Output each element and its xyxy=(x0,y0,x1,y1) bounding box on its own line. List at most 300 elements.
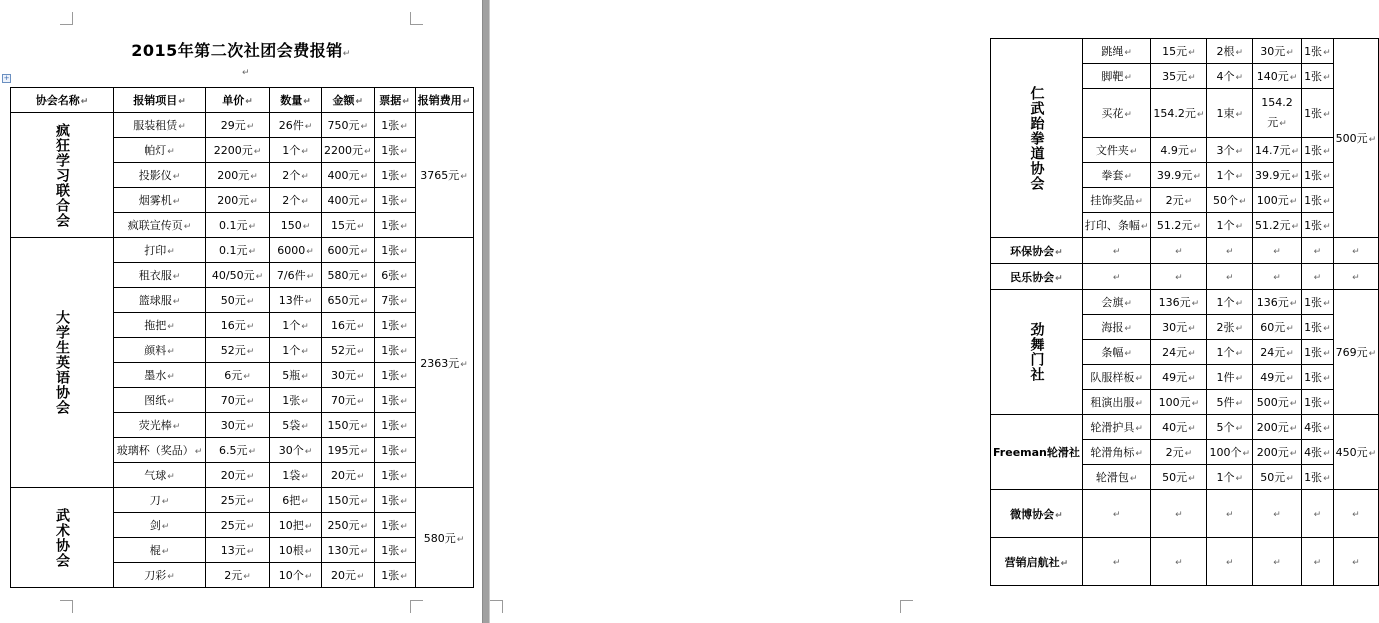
qty-cell[interactable] xyxy=(270,238,322,263)
amount-cell[interactable] xyxy=(1253,390,1302,415)
cell-end-mark: ↵ xyxy=(303,97,311,107)
qty-cell[interactable] xyxy=(270,363,322,388)
qty-cell[interactable] xyxy=(270,263,322,288)
item-cell[interactable] xyxy=(114,188,206,213)
receipt-cell[interactable] xyxy=(374,213,415,238)
amount-cell[interactable] xyxy=(1253,163,1302,188)
receipt-cell[interactable] xyxy=(1302,89,1334,138)
item-cell[interactable] xyxy=(1082,89,1151,138)
item-cell-text: 轮滑护具 xyxy=(1090,421,1135,434)
total-cell[interactable] xyxy=(415,113,473,238)
price-cell[interactable] xyxy=(1151,365,1207,390)
item-cell[interactable] xyxy=(114,563,206,588)
club-name-cell[interactable] xyxy=(991,290,1083,415)
cell-end-mark: ↵ xyxy=(304,122,313,132)
qty-cell[interactable] xyxy=(1207,163,1253,188)
receipt-cell[interactable] xyxy=(1302,365,1334,390)
cell-end-mark: ↵ xyxy=(1175,247,1183,257)
receipt-cell-text: 1张 xyxy=(381,569,400,582)
price-cell[interactable] xyxy=(1151,138,1207,163)
table-move-handle-icon[interactable]: + xyxy=(3,74,10,82)
receipt-cell[interactable] xyxy=(1302,39,1334,64)
item-cell[interactable] xyxy=(1082,64,1151,89)
header-item[interactable] xyxy=(114,88,206,113)
receipt-cell[interactable] xyxy=(1302,315,1334,340)
cell-end-mark: ↵ xyxy=(1135,374,1143,384)
qty-cell[interactable] xyxy=(270,188,322,213)
qty-cell-text: 5袋 xyxy=(282,419,301,432)
empty-cell[interactable] xyxy=(1302,238,1334,264)
empty-cell[interactable] xyxy=(1207,490,1253,538)
club-name-cell[interactable] xyxy=(11,238,114,488)
qty-cell-text: 10个 xyxy=(278,569,304,582)
item-cell[interactable] xyxy=(114,338,206,363)
header-receipt-text: 票据 xyxy=(379,94,402,107)
cell-end-mark: ↵ xyxy=(400,572,408,582)
price-cell-text: 2元 xyxy=(1165,446,1184,459)
amount-cell[interactable] xyxy=(322,488,375,513)
price-cell[interactable] xyxy=(206,488,270,513)
item-cell[interactable] xyxy=(114,113,206,138)
item-cell[interactable] xyxy=(114,163,206,188)
receipt-cell-text: 1张 xyxy=(1304,396,1323,409)
qty-cell[interactable] xyxy=(270,113,322,138)
price-cell[interactable] xyxy=(206,238,270,263)
header-club[interactable] xyxy=(11,88,114,113)
item-cell[interactable] xyxy=(1082,340,1151,365)
amount-cell[interactable] xyxy=(322,313,375,338)
amount-unit-text: 元 xyxy=(1267,115,1279,129)
qty-cell[interactable] xyxy=(270,538,322,563)
total-cell[interactable] xyxy=(1333,39,1379,238)
empty-cell[interactable] xyxy=(1333,238,1379,264)
item-cell-text: 轮滑角标 xyxy=(1090,446,1135,459)
club-name-cell[interactable] xyxy=(991,264,1083,290)
cell-end-mark: ↵ xyxy=(250,172,258,182)
qty-cell[interactable] xyxy=(270,463,322,488)
price-cell[interactable] xyxy=(1151,188,1207,213)
amount-cell-unit xyxy=(1255,113,1299,134)
item-cell[interactable] xyxy=(114,538,206,563)
item-cell[interactable] xyxy=(1082,465,1151,490)
item-cell[interactable] xyxy=(114,263,206,288)
receipt-cell-text: 1张 xyxy=(381,244,400,257)
price-cell[interactable] xyxy=(1151,315,1207,340)
price-cell[interactable] xyxy=(206,413,270,438)
receipt-cell[interactable] xyxy=(1302,64,1334,89)
amount-cell[interactable] xyxy=(322,338,375,363)
cell-end-mark: ↵ xyxy=(1323,172,1331,182)
item-cell[interactable] xyxy=(114,288,206,313)
amount-cell[interactable] xyxy=(1253,138,1302,163)
amount-cell[interactable] xyxy=(1253,415,1302,440)
document-page-right xyxy=(490,0,1377,623)
header-total[interactable] xyxy=(415,88,473,113)
qty-cell[interactable] xyxy=(1207,213,1253,238)
item-cell[interactable] xyxy=(114,363,206,388)
qty-cell[interactable] xyxy=(1207,340,1253,365)
item-cell[interactable] xyxy=(1082,138,1151,163)
empty-cell[interactable] xyxy=(1082,264,1151,290)
receipt-cell-text: 1张 xyxy=(381,519,400,532)
price-cell[interactable] xyxy=(206,438,270,463)
amount-cell[interactable] xyxy=(1253,188,1302,213)
club-name: 疯狂学习联合会 xyxy=(54,122,70,228)
price-cell[interactable] xyxy=(206,513,270,538)
qty-cell[interactable] xyxy=(270,413,322,438)
item-cell[interactable] xyxy=(1082,315,1151,340)
qty-cell[interactable] xyxy=(1207,440,1253,465)
receipt-cell[interactable] xyxy=(374,488,415,513)
receipt-cell-text: 1张 xyxy=(1304,107,1323,120)
receipt-cell[interactable] xyxy=(1302,188,1334,213)
receipt-cell[interactable] xyxy=(374,313,415,338)
qty-cell[interactable] xyxy=(270,288,322,313)
empty-cell[interactable] xyxy=(1207,264,1253,290)
club-name-cell[interactable] xyxy=(991,39,1083,238)
cell-end-mark: ↵ xyxy=(1323,349,1331,359)
empty-cell[interactable] xyxy=(1302,264,1334,290)
qty-cell[interactable] xyxy=(1207,290,1253,315)
empty-cell[interactable] xyxy=(1333,490,1379,538)
item-cell[interactable] xyxy=(114,388,206,413)
amount-cell[interactable] xyxy=(322,113,375,138)
empty-cell[interactable] xyxy=(1151,264,1207,290)
item-cell[interactable] xyxy=(1082,415,1151,440)
amount-cell-text: 400元 xyxy=(327,194,360,207)
item-cell-text: 棍 xyxy=(149,544,161,557)
header-amount[interactable] xyxy=(322,88,375,113)
price-cell[interactable] xyxy=(206,563,270,588)
total-cell[interactable] xyxy=(415,238,473,488)
empty-cell[interactable] xyxy=(1207,538,1253,586)
item-cell[interactable] xyxy=(114,213,206,238)
item-cell[interactable] xyxy=(1082,188,1151,213)
qty-cell[interactable] xyxy=(1207,39,1253,64)
price-cell[interactable] xyxy=(206,288,270,313)
empty-cell[interactable] xyxy=(1082,238,1151,264)
receipt-cell-text: 1张 xyxy=(381,394,400,407)
price-cell[interactable] xyxy=(1151,89,1207,138)
price-cell[interactable] xyxy=(1151,465,1207,490)
amount-cell[interactable] xyxy=(322,363,375,388)
empty-cell[interactable] xyxy=(1253,264,1302,290)
price-cell[interactable] xyxy=(206,188,270,213)
qty-cell-text: 1个 xyxy=(1216,169,1235,182)
club-name-cell[interactable] xyxy=(11,488,114,588)
cell-end-mark: ↵ xyxy=(400,447,408,457)
cell-end-mark: ↵ xyxy=(1188,48,1196,58)
price-cell-text: 136元 xyxy=(1158,296,1191,309)
receipt-cell-text: 1张 xyxy=(1304,321,1323,334)
qty-cell-text: 1袋 xyxy=(282,469,301,482)
qty-cell[interactable] xyxy=(270,488,322,513)
price-cell-text: 2200元 xyxy=(213,144,253,157)
qty-cell[interactable] xyxy=(1207,415,1253,440)
cell-end-mark: ↵ xyxy=(304,297,313,307)
receipt-cell-text: 1张 xyxy=(1304,169,1323,182)
price-cell[interactable] xyxy=(1151,390,1207,415)
cell-end-mark: ↵ xyxy=(1188,349,1196,359)
item-cell[interactable] xyxy=(1082,39,1151,64)
cell-end-mark: ↵ xyxy=(400,422,408,432)
price-cell[interactable] xyxy=(206,538,270,563)
item-cell-text: 文件夹 xyxy=(1095,144,1129,157)
qty-cell[interactable] xyxy=(270,513,322,538)
item-cell[interactable] xyxy=(114,438,206,463)
item-cell[interactable] xyxy=(114,313,206,338)
receipt-cell[interactable] xyxy=(374,338,415,363)
receipt-cell[interactable] xyxy=(374,563,415,588)
receipt-cell[interactable] xyxy=(374,363,415,388)
amount-cell-text: 650元 xyxy=(327,294,360,307)
receipt-cell[interactable] xyxy=(374,238,415,263)
cell-end-mark: ↵ xyxy=(360,272,369,282)
reimbursement-table-left xyxy=(10,87,474,588)
receipt-cell[interactable] xyxy=(374,538,415,563)
cell-end-mark: ↵ xyxy=(1291,147,1300,157)
amount-cell[interactable] xyxy=(1253,290,1302,315)
cell-end-mark: ↵ xyxy=(1289,73,1298,83)
price-cell[interactable] xyxy=(206,463,270,488)
cell-end-mark: ↵ xyxy=(400,147,408,157)
cell-end-mark: ↵ xyxy=(1235,299,1244,309)
amount-cell[interactable] xyxy=(322,263,375,288)
club-name: 微博协会 xyxy=(1010,507,1055,521)
cell-end-mark: ↵ xyxy=(246,122,255,132)
price-cell[interactable] xyxy=(206,163,270,188)
amount-cell[interactable] xyxy=(322,138,375,163)
item-cell[interactable] xyxy=(114,138,206,163)
empty-cell[interactable] xyxy=(1253,490,1302,538)
amount-cell-text: 60元 xyxy=(1260,321,1286,334)
cell-end-mark: ↵ xyxy=(1124,172,1132,182)
total-amount: 450元 xyxy=(1335,446,1368,459)
empty-cell[interactable] xyxy=(1207,238,1253,264)
qty-cell[interactable] xyxy=(1207,188,1253,213)
cell-end-mark: ↵ xyxy=(301,397,309,407)
item-cell[interactable] xyxy=(114,238,206,263)
cell-end-mark: ↵ xyxy=(1129,474,1138,484)
price-cell[interactable] xyxy=(206,363,270,388)
amount-cell[interactable] xyxy=(322,288,375,313)
amount-cell[interactable] xyxy=(1253,440,1302,465)
price-cell[interactable] xyxy=(206,113,270,138)
price-cell[interactable] xyxy=(206,263,270,288)
paragraph-mark: ↵ xyxy=(342,49,351,59)
receipt-cell[interactable] xyxy=(374,513,415,538)
receipt-cell[interactable] xyxy=(374,413,415,438)
item-cell-text: 刀 xyxy=(149,494,161,507)
empty-cell[interactable] xyxy=(1333,538,1379,586)
qty-cell[interactable] xyxy=(1207,465,1253,490)
cell-end-mark: ↵ xyxy=(167,322,175,332)
item-cell-text: 烟雾机 xyxy=(138,194,172,207)
receipt-cell[interactable] xyxy=(1302,440,1334,465)
cell-end-mark: ↵ xyxy=(1055,247,1063,258)
receipt-cell[interactable] xyxy=(374,463,415,488)
amount-cell-text: 400元 xyxy=(327,169,360,182)
empty-cell[interactable] xyxy=(1082,490,1151,538)
item-cell[interactable] xyxy=(114,513,206,538)
receipt-cell[interactable] xyxy=(1302,138,1334,163)
item-cell[interactable] xyxy=(114,463,206,488)
cell-end-mark: ↵ xyxy=(248,447,257,457)
amount-cell[interactable] xyxy=(1253,340,1302,365)
price-cell-text: 25元 xyxy=(220,519,246,532)
receipt-cell[interactable] xyxy=(1302,340,1334,365)
amount-cell[interactable] xyxy=(1253,465,1302,490)
club-name-cell[interactable] xyxy=(991,490,1083,538)
item-cell[interactable] xyxy=(1082,290,1151,315)
header-qty[interactable] xyxy=(270,88,322,113)
receipt-cell[interactable] xyxy=(374,263,415,288)
empty-cell[interactable] xyxy=(1151,538,1207,586)
header-price[interactable] xyxy=(206,88,270,113)
price-cell[interactable] xyxy=(206,338,270,363)
qty-cell[interactable] xyxy=(1207,89,1253,138)
amount-cell[interactable] xyxy=(322,513,375,538)
club-name-cell[interactable] xyxy=(991,238,1083,264)
receipt-cell-text: 1张 xyxy=(381,344,400,357)
total-cell[interactable] xyxy=(1333,415,1379,490)
cell-end-mark: ↵ xyxy=(1225,273,1234,283)
cell-end-mark: ↵ xyxy=(1313,510,1322,520)
price-cell[interactable] xyxy=(206,213,270,238)
price-cell[interactable] xyxy=(1151,290,1207,315)
qty-cell[interactable] xyxy=(1207,138,1253,163)
qty-cell[interactable] xyxy=(270,338,322,363)
receipt-cell[interactable] xyxy=(1302,213,1334,238)
cell-end-mark: ↵ xyxy=(462,97,471,107)
price-cell-text: 70元 xyxy=(220,394,246,407)
price-cell[interactable] xyxy=(1151,39,1207,64)
qty-cell[interactable] xyxy=(270,213,322,238)
price-cell[interactable] xyxy=(1151,213,1207,238)
empty-cell[interactable] xyxy=(1253,538,1302,586)
amount-cell[interactable] xyxy=(322,538,375,563)
table-row xyxy=(991,264,1379,290)
cell-end-mark: ↵ xyxy=(1175,510,1183,520)
item-cell[interactable] xyxy=(114,488,206,513)
qty-cell[interactable] xyxy=(270,163,322,188)
empty-cell[interactable] xyxy=(1333,264,1379,290)
price-cell[interactable] xyxy=(206,313,270,338)
amount-cell[interactable] xyxy=(322,238,375,263)
total-cell[interactable] xyxy=(415,488,473,588)
cell-end-mark: ↵ xyxy=(400,347,408,357)
qty-cell[interactable] xyxy=(270,313,322,338)
receipt-cell[interactable] xyxy=(374,388,415,413)
price-cell[interactable] xyxy=(206,388,270,413)
cell-end-mark: ↵ xyxy=(1289,399,1298,409)
amount-cell[interactable] xyxy=(322,413,375,438)
amount-cell[interactable] xyxy=(322,213,375,238)
item-cell[interactable] xyxy=(1082,390,1151,415)
price-cell[interactable] xyxy=(1151,163,1207,188)
receipt-cell[interactable] xyxy=(374,138,415,163)
qty-cell[interactable] xyxy=(1207,365,1253,390)
receipt-cell[interactable] xyxy=(1302,465,1334,490)
price-cell[interactable] xyxy=(1151,340,1207,365)
amount-cell[interactable] xyxy=(1253,64,1302,89)
item-cell[interactable] xyxy=(1082,440,1151,465)
item-cell[interactable] xyxy=(1082,163,1151,188)
header-receipt[interactable] xyxy=(374,88,415,113)
qty-cell[interactable] xyxy=(1207,64,1253,89)
club-name-cell[interactable] xyxy=(11,113,114,238)
price-cell[interactable] xyxy=(1151,415,1207,440)
amount-cell[interactable] xyxy=(322,163,375,188)
empty-cell[interactable] xyxy=(1302,490,1334,538)
empty-cell[interactable] xyxy=(1151,490,1207,538)
item-cell[interactable] xyxy=(114,413,206,438)
amount-cell[interactable] xyxy=(322,438,375,463)
cell-end-mark: ↵ xyxy=(1289,299,1298,309)
amount-cell-text: 750元 xyxy=(327,119,360,132)
empty-cell[interactable] xyxy=(1151,238,1207,264)
qty-cell[interactable] xyxy=(270,438,322,463)
qty-cell[interactable] xyxy=(1207,390,1253,415)
qty-cell[interactable] xyxy=(270,138,322,163)
cell-end-mark: ↵ xyxy=(402,97,410,107)
amount-cell[interactable] xyxy=(1253,365,1302,390)
receipt-cell[interactable] xyxy=(1302,163,1334,188)
item-cell[interactable] xyxy=(1082,365,1151,390)
qty-cell[interactable] xyxy=(270,388,322,413)
receipt-cell[interactable] xyxy=(374,188,415,213)
receipt-cell[interactable] xyxy=(374,438,415,463)
amount-cell[interactable] xyxy=(322,388,375,413)
cell-end-mark: ↵ xyxy=(364,147,372,157)
club-name-cell[interactable] xyxy=(991,415,1083,490)
empty-cell[interactable] xyxy=(1082,538,1151,586)
club-name-cell[interactable] xyxy=(991,538,1083,586)
qty-cell[interactable] xyxy=(1207,315,1253,340)
price-cell-text: 6.5元 xyxy=(218,444,248,457)
cell-end-mark: ↵ xyxy=(1193,172,1201,182)
cell-end-mark: ↵ xyxy=(400,547,408,557)
price-cell[interactable] xyxy=(1151,440,1207,465)
price-cell[interactable] xyxy=(206,138,270,163)
receipt-cell[interactable] xyxy=(1302,290,1334,315)
receipt-cell[interactable] xyxy=(1302,415,1334,440)
receipt-cell[interactable] xyxy=(374,288,415,313)
crop-mark xyxy=(60,600,73,613)
amount-cell[interactable] xyxy=(322,463,375,488)
empty-cell[interactable] xyxy=(1302,538,1334,586)
amount-cell[interactable] xyxy=(1253,315,1302,340)
item-cell-text: 拖把 xyxy=(144,319,167,332)
amount-cell[interactable] xyxy=(322,188,375,213)
empty-cell[interactable] xyxy=(1253,238,1302,264)
amount-cell[interactable] xyxy=(1253,213,1302,238)
item-cell[interactable] xyxy=(1082,213,1151,238)
amount-cell-text: 150元 xyxy=(327,494,360,507)
amount-cell[interactable] xyxy=(322,563,375,588)
receipt-cell[interactable] xyxy=(374,163,415,188)
amount-cell[interactable] xyxy=(1253,89,1302,138)
qty-cell[interactable] xyxy=(270,563,322,588)
total-cell[interactable] xyxy=(1333,290,1379,415)
price-cell[interactable] xyxy=(1151,64,1207,89)
cell-end-mark: ↵ xyxy=(357,397,365,407)
amount-cell[interactable] xyxy=(1253,39,1302,64)
receipt-cell[interactable] xyxy=(1302,390,1334,415)
cell-end-mark: ↵ xyxy=(1323,374,1331,384)
item-cell-text: 投影仪 xyxy=(138,169,172,182)
receipt-cell[interactable] xyxy=(374,113,415,138)
